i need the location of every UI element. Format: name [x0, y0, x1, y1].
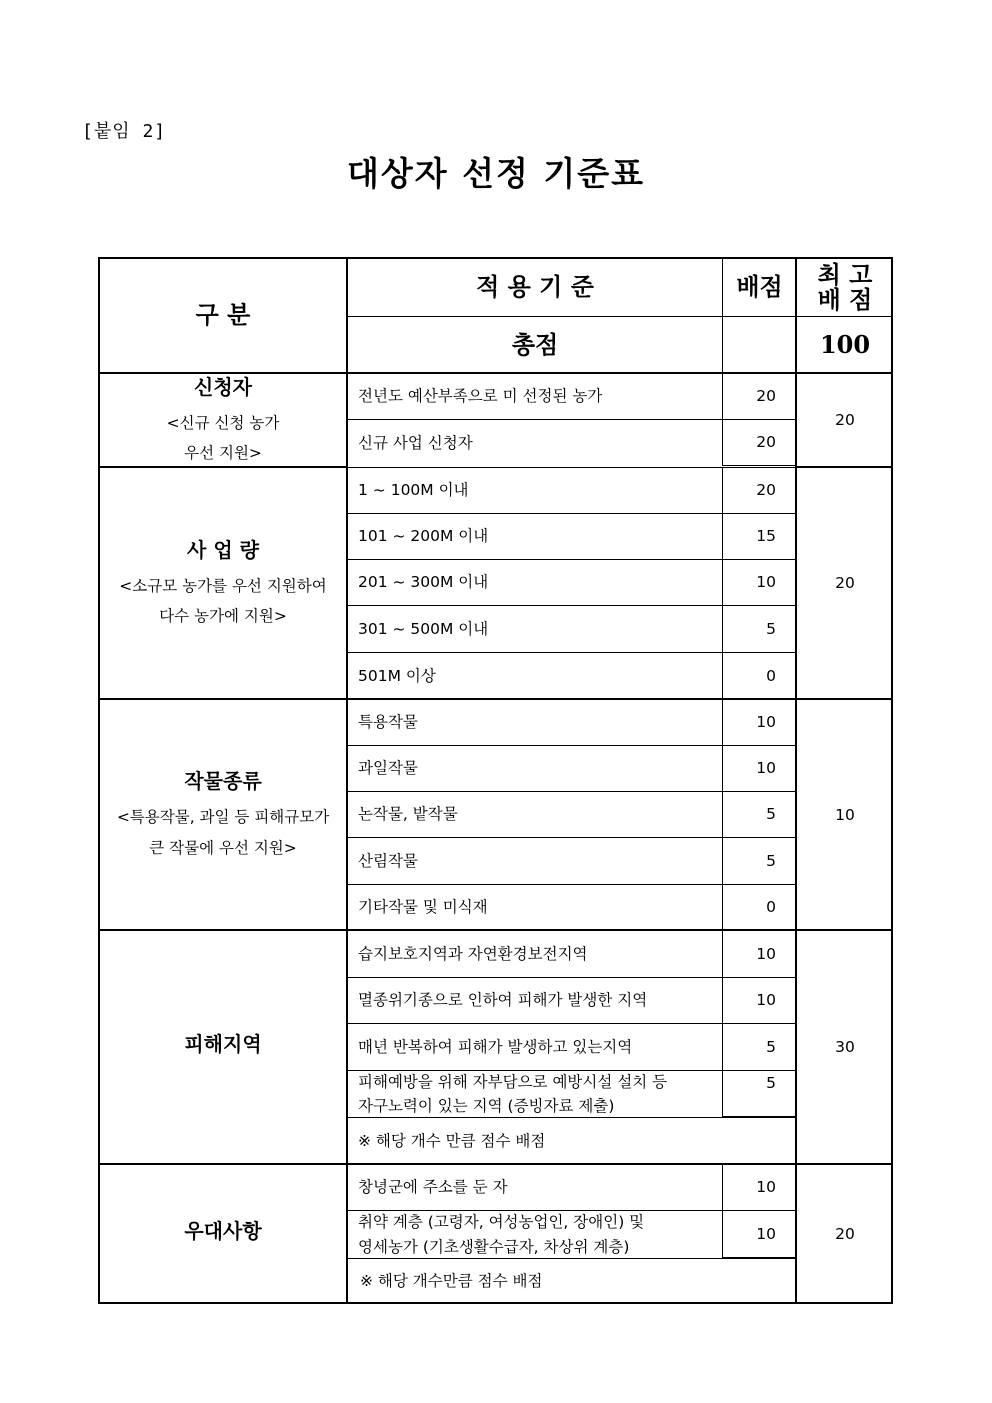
- section-max-score: 30: [796, 930, 893, 1164]
- row-score: 5: [722, 1023, 796, 1070]
- column-divider: [346, 257, 348, 1304]
- total-value: 100: [796, 316, 893, 373]
- row-score: 5: [722, 791, 796, 837]
- section-title: 사 업 량: [187, 537, 259, 562]
- section-project-volume: [98, 467, 347, 699]
- criteria-row: 산림작물: [347, 837, 722, 884]
- header-max-score-line2: 배 점: [817, 285, 873, 314]
- criteria-row: 과일작물: [347, 745, 722, 791]
- criteria-row: 매년 반복하여 피해가 발생하고 있는지역: [347, 1023, 722, 1070]
- criteria-row-line1: 피해예방을 위해 자부담으로 예방시설 설치 등: [358, 1072, 668, 1091]
- criteria-row: 기타작물 및 미식재: [347, 884, 722, 930]
- row-score: 20: [722, 373, 796, 419]
- section-applicant: [98, 373, 347, 467]
- column-divider: [795, 257, 797, 1304]
- row-score: 0: [722, 884, 796, 930]
- row-score: 10: [722, 1210, 796, 1258]
- criteria-row: 멸종위기종으로 인하여 피해가 발생한 지역: [347, 977, 722, 1023]
- criteria-row-line2: 영세농가 (기초생활수급자, 차상위 계층): [358, 1237, 630, 1256]
- total-score-empty: [722, 316, 796, 373]
- section-preference: [98, 1164, 347, 1304]
- header-category: 구 분: [98, 257, 347, 373]
- section-title: 우대사항: [184, 1219, 262, 1243]
- row-score: 10: [722, 559, 796, 605]
- section-title: 피해지역: [184, 1032, 262, 1056]
- header-max-score-line1: 최 고: [817, 259, 873, 289]
- row-score: 5: [722, 837, 796, 884]
- section-desc-line2: 우선 지원>: [184, 444, 262, 462]
- criteria-row: 501M 이상: [347, 652, 722, 699]
- row-score: 10: [722, 745, 796, 791]
- row-score: 10: [722, 977, 796, 1023]
- row-score: 20: [722, 419, 796, 466]
- row-score: 20: [722, 467, 796, 513]
- section-desc-line1: <특용작물, 과일 등 피해규모가: [116, 808, 330, 827]
- selection-criteria-table: [98, 257, 893, 1304]
- criteria-row: 창녕군에 주소를 둔 자: [347, 1164, 722, 1210]
- section-desc-line2: 큰 작물에 우선 지원>: [149, 838, 297, 857]
- row-score: 10: [722, 699, 796, 745]
- criteria-row: 습지보호지역과 자연환경보전지역: [347, 930, 722, 977]
- section-max-score: 10: [796, 699, 893, 930]
- header-max-score: [796, 257, 893, 316]
- criteria-row: 논작물, 밭작물: [347, 791, 722, 837]
- section-crop-type: [98, 699, 347, 930]
- row-score: 15: [722, 513, 796, 559]
- header-criteria: 적 용 기 준: [347, 257, 722, 316]
- section-desc-line1: <신규 신청 농가: [166, 413, 280, 432]
- section-max-score: 20: [796, 373, 893, 467]
- criteria-row-multiline: [347, 1070, 722, 1117]
- criteria-row-line2: 자구노력이 있는 지역 (증빙자료 제출): [358, 1097, 615, 1115]
- row-score: 10: [722, 930, 796, 977]
- scoring-note: ※ 해당 개수만큼 점수 배점: [347, 1258, 796, 1304]
- attachment-label: [붙임 2]: [82, 121, 167, 142]
- section-max-score: 20: [796, 467, 893, 699]
- scoring-note: ※ 해당 개수 만큼 점수 배점: [347, 1117, 796, 1164]
- total-label: 총점: [347, 316, 722, 373]
- criteria-row-multiline: [347, 1210, 722, 1258]
- section-title: 작물종류: [184, 769, 262, 794]
- page-title: 대상자 선정 기준표: [346, 154, 645, 193]
- criteria-row: 101 ~ 200M 이내: [347, 513, 722, 559]
- criteria-row: 신규 사업 신청자: [347, 419, 722, 466]
- section-desc-line2: 다수 농가에 지원>: [159, 607, 287, 625]
- criteria-row: 전년도 예산부족으로 미 선정된 농가: [347, 373, 722, 419]
- row-score: 5: [722, 1070, 796, 1117]
- header-score: 배점: [722, 257, 796, 316]
- section-max-score: 20: [796, 1164, 893, 1304]
- section-damage-area: [98, 930, 347, 1164]
- row-score: 5: [722, 605, 796, 652]
- criteria-row: 특용작물: [347, 699, 722, 745]
- criteria-row: 201 ~ 300M 이내: [347, 559, 722, 605]
- criteria-row-line1: 취약 계층 (고령자, 여성농업인, 장애인) 및: [358, 1213, 645, 1232]
- section-title: 신청자: [194, 374, 252, 399]
- criteria-row: 301 ~ 500M 이내: [347, 605, 722, 652]
- section-desc-line1: <소규모 농가를 우선 지원하여: [119, 576, 327, 595]
- criteria-row: 1 ~ 100M 이내: [347, 467, 722, 513]
- row-score: 10: [722, 1164, 796, 1210]
- row-score: 0: [722, 652, 796, 699]
